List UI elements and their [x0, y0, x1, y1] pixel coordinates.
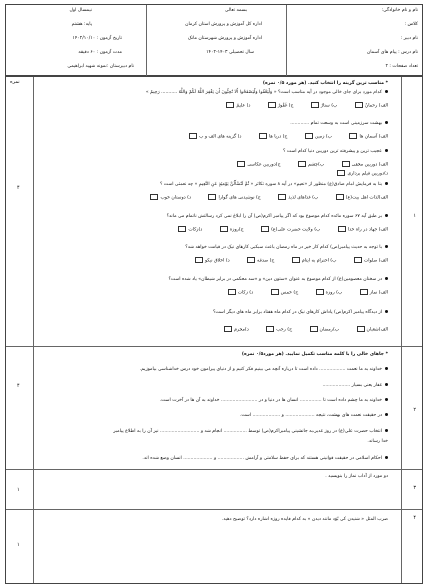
grade-label: پایه: هشتم	[71, 22, 92, 27]
row-divider	[6, 346, 422, 347]
option-row: الف) رحمانٌ ب) ستارٌ ج) غَفُورٌ د) علیمٌ	[20, 102, 388, 110]
question-text: دو مورد از آداب نماز را بنویسید .	[325, 474, 388, 479]
bullet-icon	[385, 383, 388, 386]
bullet-icon	[385, 149, 388, 152]
option-checkbox[interactable]	[195, 257, 203, 263]
row-divider	[6, 509, 422, 510]
option-checkbox[interactable]	[228, 289, 236, 295]
question-number: ۱	[413, 213, 416, 219]
option-checkbox[interactable]	[336, 194, 344, 200]
bullet-icon	[385, 413, 388, 416]
question-title: * مناسب ترین گزینه را انتخاب کنید. (هر مورد ۰/۵ نمره)	[262, 81, 388, 86]
option-row: الف) صلوات ب) احترام به ایتام ج) صدقه د) اخلاق نیکو	[20, 257, 388, 265]
fill-blank-item: در حقیقت نعمت های بهشت، نتیجه .................... و ................... است.	[20, 413, 388, 419]
question-score: ۱	[17, 487, 20, 493]
option-row: د)دوربین فیلم برداری	[20, 170, 388, 178]
question-score: ۱	[17, 542, 20, 548]
subject-label: نام درس : پیام های آسمان	[366, 50, 418, 55]
question-number: ۳	[413, 485, 416, 491]
question-text: ضرب المثل « شنیدن کی بُوَد مانند دیدن » به کدام فایده روزه اشاره دارد؟ توضیح دهید.	[221, 517, 388, 522]
bullet-icon	[385, 214, 388, 217]
question-number: ۴	[413, 515, 416, 521]
question-stem: بهشت سرزمینی است به وسعت تمام .............	[20, 121, 388, 127]
option-checkbox[interactable]	[247, 257, 255, 263]
option-checkbox[interactable]	[268, 102, 276, 108]
school-name: نام دبیرستان :نمونه شهید ابراهیمی	[67, 64, 134, 69]
option-checkbox[interactable]	[220, 226, 228, 232]
bullet-icon	[385, 90, 388, 93]
option-checkbox[interactable]	[278, 194, 286, 200]
bullet-icon	[385, 277, 388, 280]
bullet-icon	[385, 245, 388, 248]
academic-year: سال تحصیلی ۱۴۰۳-۱۴۰۲	[206, 50, 254, 55]
option-checkbox[interactable]	[342, 161, 350, 167]
option-checkbox[interactable]	[354, 257, 362, 263]
fill-blank-item: غفار یعنی بسیار ...................	[20, 383, 388, 389]
question-stem: با توجه به حدیث پیامبر(ص) کدام کار خیر در ماه رمضان باعث سبکبی کارهای نیک در قیامت خواهد شد؟	[20, 245, 388, 251]
header-divider	[146, 5, 147, 76]
teacher-label: نام دبیر :	[400, 36, 418, 41]
education-district: اداره آموزش و پرورش شهرستان مانک	[187, 36, 262, 41]
fill-blank-item: احکام اسلامی در حقیقت قوانینی هستند که برای حفظ سلامتی و آرامش .................. و .................... انسان وضع شده اند.	[20, 456, 388, 462]
option-checkbox[interactable]	[189, 133, 197, 139]
option-checkbox[interactable]	[338, 226, 346, 232]
option-row: الف) جهاد در راه خدا ب) ولایت حضرت علی(ع) ج)روزه د)زکات	[20, 226, 388, 234]
option-checkbox[interactable]	[226, 102, 234, 108]
option-checkbox[interactable]	[360, 289, 368, 295]
option-checkbox[interactable]	[349, 133, 357, 139]
bullet-icon	[385, 121, 388, 124]
option-row: الف)لذات اهل بیت(ع) ب) غذاهای لذیذ ج) نوشیدنی های گوارا د) دوستان خوب	[20, 194, 388, 202]
option-row: الف)شعبان ب)رمضان ج) رجب د)محرم	[20, 326, 388, 334]
question-title: * جاهای خالی را با کلمه مناسب تکمیل نمایید. (هر مورد۰/۵ نمره)	[241, 352, 388, 357]
bullet-icon	[385, 182, 388, 185]
option-checkbox[interactable]	[150, 194, 158, 200]
option-checkbox[interactable]	[355, 102, 363, 108]
option-checkbox[interactable]	[316, 289, 324, 295]
option-checkbox[interactable]	[305, 133, 313, 139]
option-checkbox[interactable]	[259, 133, 267, 139]
option-checkbox[interactable]	[292, 257, 300, 263]
number-column-divider	[401, 77, 402, 583]
bullet-icon	[385, 456, 388, 459]
row-divider	[6, 469, 422, 470]
bullet-icon	[385, 367, 388, 370]
fill-blank-continuation: خدا رساند.	[367, 439, 388, 444]
option-checkbox[interactable]	[208, 194, 216, 200]
option-checkbox[interactable]	[237, 161, 245, 167]
option-checkbox[interactable]	[310, 326, 318, 332]
question-score: ۴	[17, 185, 20, 191]
student-name-label: نام و نام خانوادگی:	[381, 8, 418, 13]
bullet-icon	[385, 310, 388, 313]
fill-blank-item: خداوند به ما چشم داده است تا ............... انسان ها در دنیا و در ......................... خداوند به آن ها در آخرت است.	[20, 398, 388, 404]
exam-table	[5, 76, 423, 584]
education-office: اداره کل آموزش و پرورش استان کرمان	[185, 22, 262, 27]
question-stem: از دیدگاه پیامبر اکرم(ص) پاداش کارهای نیک در کدام ماه هفتاد برابر ماه های دیگر است؟	[20, 310, 388, 316]
question-stem: کدام مورد برای جای خالی موجود در آیه مناسب است؟ « وَلْیَعْفُوا وَلْیَصْفَحُوا أَلَا تُحِبُّونَ أَن یَغْفِرَ اللَّهُ لَکُمْ وَاللَّهُ ........... رَحِیمٌ »	[20, 90, 388, 96]
option-checkbox[interactable]	[261, 226, 269, 232]
fill-blank-item: انتخاب حضرت علی(ع) در روز غدیر،به جانشینی پیامبراکرم(ص) توسط ................ انجام شد و ........................... نیز آن را به اطلاع پیامبر	[20, 429, 388, 435]
question-stem: بر طبق آیه ۶۷ سوره مائده کدام موضوع بود که اگر پیامبر اکرم(ص) آن را ابلاغ نمی کرد رسالتش ناتمام می ماند؟	[20, 214, 388, 220]
question-stem: در سخنان معصومین(ع) از کدام موضوع به عنوان «ستون دین» و «سد محکمی در برابر شیطان» یاد شده است؟	[20, 277, 388, 283]
fill-blank-item: خداوند به ما نعمت .................. داده است تا درباره آنچه می بینیم فکر کنیم و از دنیای پیرامون خود درس خداشناسی بیاموزیم.	[20, 367, 388, 373]
class-label: کلاس :	[404, 22, 418, 27]
exam-duration: مدت آزمون : ۶۰ دقیقه	[78, 50, 122, 55]
option-row: الف) آسمان ها ب) زمین ج) دریا ها د) گزینه های الف و ب	[20, 133, 388, 141]
option-checkbox[interactable]	[224, 326, 232, 332]
exam-date: تاریخ آزمون : ۱۴۰۲/۱۰/۱۰	[72, 36, 122, 41]
option-checkbox[interactable]	[357, 326, 365, 332]
bullet-icon	[385, 398, 388, 401]
option-row: الف) نماز ب) روزه ج) خمس د) زکات	[20, 289, 388, 297]
option-checkbox[interactable]	[271, 289, 279, 295]
option-checkbox[interactable]	[178, 226, 186, 232]
bullet-icon	[385, 429, 388, 432]
semester-label: نیمسال اول	[69, 8, 92, 13]
option-checkbox[interactable]	[311, 102, 319, 108]
question-stem: بنا به فرمایش امام صادق(ع) منظور از «نعیم» در آیه ۸ سوره تکاثر « ثُمَّ لَتُسْأَلُنَّ یَوْمَئِذٍ عَنِ النَّعِیمِ » چه نعمتی است ؟	[20, 182, 388, 188]
question-number: ۲	[413, 407, 416, 413]
option-row: الف) دوربین مخفی ب)چشم ج)دوربین عکاسی	[20, 161, 388, 169]
exam-header	[5, 4, 423, 76]
bismillah: بسمه تعالی	[224, 8, 247, 13]
question-stem: عجیب ترین و پیشرفته ترین دوربین دنیا کدام است ؟	[20, 149, 388, 155]
option-checkbox[interactable]	[298, 161, 306, 167]
page-count-label: تعداد صفحات : ۲	[385, 64, 418, 69]
option-checkbox[interactable]	[266, 326, 274, 332]
score-column-header: نمره	[10, 79, 20, 85]
header-divider	[286, 5, 287, 76]
question-score: ۴	[17, 383, 20, 389]
option-checkbox[interactable]	[337, 170, 345, 176]
